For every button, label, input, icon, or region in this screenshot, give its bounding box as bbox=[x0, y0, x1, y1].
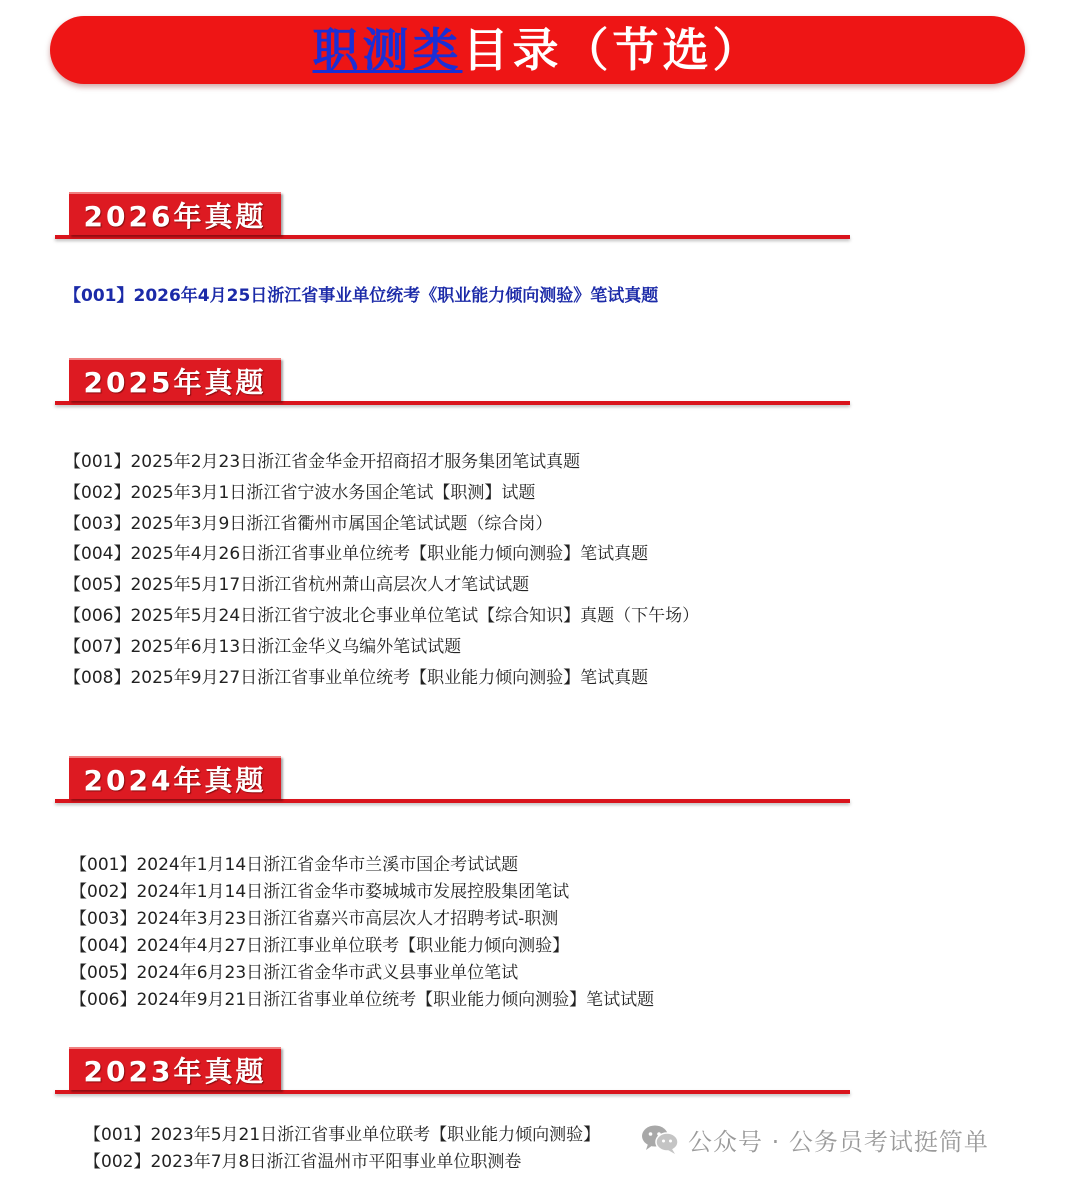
section-header bbox=[55, 756, 850, 806]
list-item[interactable]: 【001】2026年4月25日浙江省事业单位统考《职业能力倾向测验》笔试真题 bbox=[64, 286, 659, 306]
title-banner bbox=[50, 16, 1025, 84]
list-item[interactable]: 【001】2025年2月23日浙江省金华金开招商招才服务集团笔试真题 bbox=[64, 452, 581, 472]
list-item[interactable]: 【006】2025年5月24日浙江省宁波北仑事业单位笔试【综合知识】真题（下午场） bbox=[64, 605, 700, 626]
page-title bbox=[312, 23, 763, 77]
list-item[interactable]: 【004】2025年4月26日浙江省事业单位统考【职业能力倾向测验】笔试真题 bbox=[64, 544, 649, 565]
section-divider bbox=[55, 1090, 850, 1094]
item-list-2025 bbox=[64, 447, 699, 693]
section-header bbox=[55, 358, 850, 408]
list-item[interactable]: 【001】2023年5月21日浙江省事业单位联考【职业能力倾向测验】 bbox=[84, 1125, 601, 1145]
item-list-2023 bbox=[84, 1122, 600, 1176]
list-item[interactable]: 【002】2023年7月8日浙江省温州市平阳事业单位职测卷 bbox=[84, 1152, 522, 1172]
section-header bbox=[55, 1047, 850, 1097]
wechat-icon bbox=[640, 1123, 680, 1155]
section-year-tag: 2024年真题 bbox=[69, 756, 281, 799]
list-item[interactable]: 【003】2024年3月23日浙江省嘉兴市高层次人才招聘考试-职测 bbox=[70, 909, 559, 929]
section-year-tag: 2026年真题 bbox=[69, 192, 281, 235]
list-item[interactable]: 【004】2024年4月27日浙江事业单位联考【职业能力倾向测验】 bbox=[70, 936, 570, 956]
list-item[interactable]: 【005】2025年5月17日浙江省杭州萧山高层次人才笔试试题 bbox=[64, 575, 530, 596]
list-item[interactable]: 【007】2025年6月13日浙江金华义乌编外笔试试题 bbox=[64, 636, 462, 657]
title-highlight-link[interactable]: 职测类 bbox=[312, 23, 463, 77]
list-item[interactable]: 【002】2024年1月14日浙江省金华市婺城城市发展控股集团笔试 bbox=[70, 882, 570, 902]
section-divider bbox=[55, 401, 850, 405]
section-divider bbox=[55, 235, 850, 239]
watermark bbox=[640, 1121, 989, 1157]
list-item[interactable]: 【001】2024年1月14日浙江省金华市兰溪市国企考试试题 bbox=[70, 855, 519, 875]
section-year-tag: 2025年真题 bbox=[69, 358, 281, 401]
list-item[interactable]: 【008】2025年9月27日浙江省事业单位统考【职业能力倾向测验】笔试真题 bbox=[64, 667, 649, 688]
list-item[interactable]: 【005】2024年6月23日浙江省金华市武义县事业单位笔试 bbox=[70, 963, 519, 983]
title-rest: 目录（节选） bbox=[462, 23, 763, 77]
section-header bbox=[55, 192, 850, 242]
section-year-tag: 2023年真题 bbox=[69, 1047, 281, 1090]
section-divider bbox=[55, 799, 850, 803]
list-item[interactable]: 【003】2025年3月9日浙江省衢州市属国企笔试试题（综合岗） bbox=[64, 513, 553, 534]
item-list-2024 bbox=[70, 852, 654, 1014]
item-list-2026 bbox=[64, 284, 658, 308]
list-item[interactable]: 【002】2025年3月1日浙江省宁波水务国企笔试【职测】试题 bbox=[64, 482, 536, 503]
watermark-text: 公众号 · 公务员考试挺简单 bbox=[688, 1127, 989, 1156]
list-item[interactable]: 【006】2024年9月21日浙江省事业单位统考【职业能力倾向测验】笔试试题 bbox=[70, 990, 655, 1010]
